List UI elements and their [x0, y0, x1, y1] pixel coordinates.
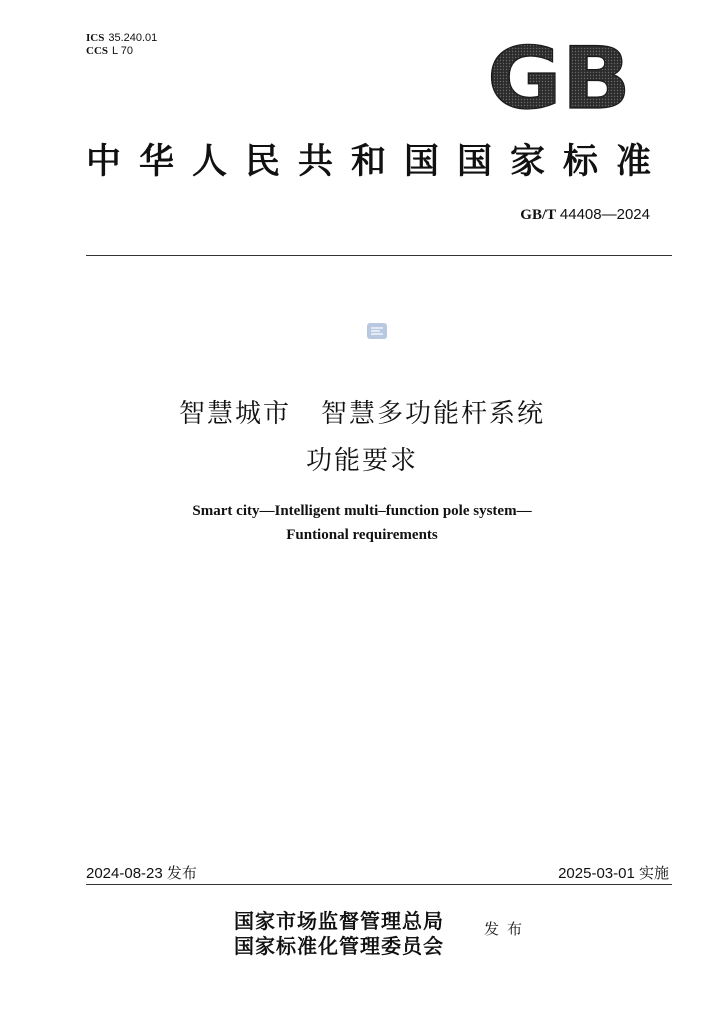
title-en-line-1: Smart city—Intelligent multi–function pole system—: [192, 503, 532, 519]
ccs-label: CCS: [86, 45, 109, 57]
classification-codes: [86, 32, 157, 58]
publish-label: 发布: [484, 920, 531, 938]
bottom-divider: [86, 884, 672, 885]
sac-mark-icon: [366, 321, 388, 341]
ics-line: [86, 32, 157, 45]
title-cn-line-2: 功能要求: [305, 446, 418, 476]
issue-date: 2024-08-23 发布: [86, 865, 197, 882]
standard-number-value: 44408—2024: [559, 206, 650, 223]
ics-value: 35.240.01: [108, 32, 158, 44]
national-standard-heading: 中华人民共和国国家标准: [86, 142, 670, 182]
top-divider: [86, 255, 672, 256]
ccs-line: [86, 45, 157, 58]
implementation-date: 2025-03-01 实施: [558, 865, 669, 882]
gb-logo-text: GB: [487, 38, 631, 116]
gb-logo: [484, 38, 634, 116]
title-cn-line-1: [0, 393, 724, 430]
ccs-value: L 70: [112, 45, 134, 57]
ics-label: ICS: [86, 32, 105, 44]
title-cn-part-1: 智慧城市: [178, 399, 291, 429]
title-cn-part-2: 智慧多功能杆系统: [321, 399, 546, 429]
standard-number: [520, 206, 650, 224]
publisher-org-1: 国家市场监督管理总局: [234, 909, 444, 933]
standard-number-prefix: GB/T: [520, 207, 557, 223]
title-en-line-2: Funtional requirements: [286, 527, 438, 543]
publisher-org-2: 国家标准化管理委员会: [234, 934, 444, 958]
